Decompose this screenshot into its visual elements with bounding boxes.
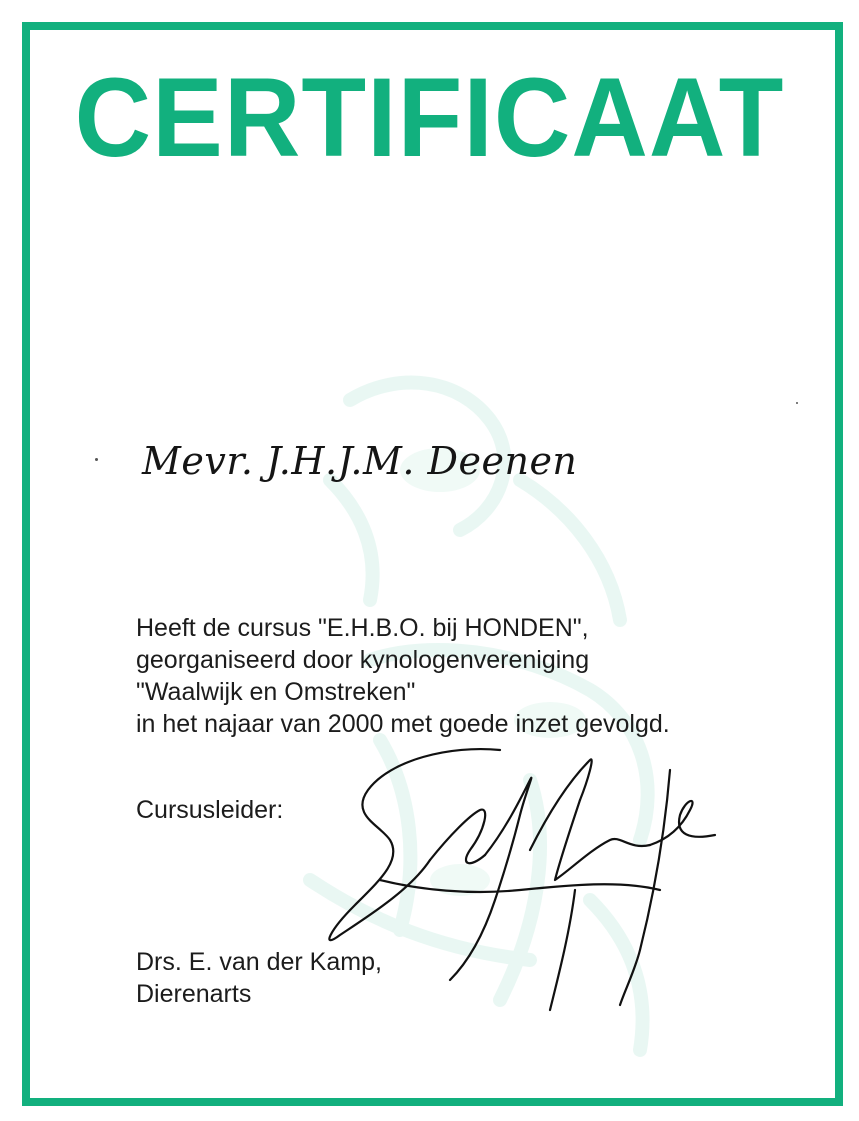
certificate-body [136,612,670,740]
recipient-name: Mevr. J.H.J.M. Deenen [142,439,578,483]
signer-title: Dierenarts [136,980,252,1008]
body-line: georganiseerd door kynologenvereniging [136,646,590,674]
course-leader-label: Cursusleider: [136,796,284,824]
certificate-title: CERTIFICAAT [74,55,785,181]
paper-speck [796,402,798,404]
body-line: Heeft de cursus "E.H.B.O. bij HONDEN", [136,614,589,642]
body-line: in het najaar van 2000 met goede inzet gevolgd. [136,710,670,738]
signature-icon [320,740,740,1030]
signer-name: Drs. E. van der Kamp, [136,948,382,976]
paper-speck [95,458,98,461]
body-line: "Waalwijk en Omstreken" [136,678,416,706]
